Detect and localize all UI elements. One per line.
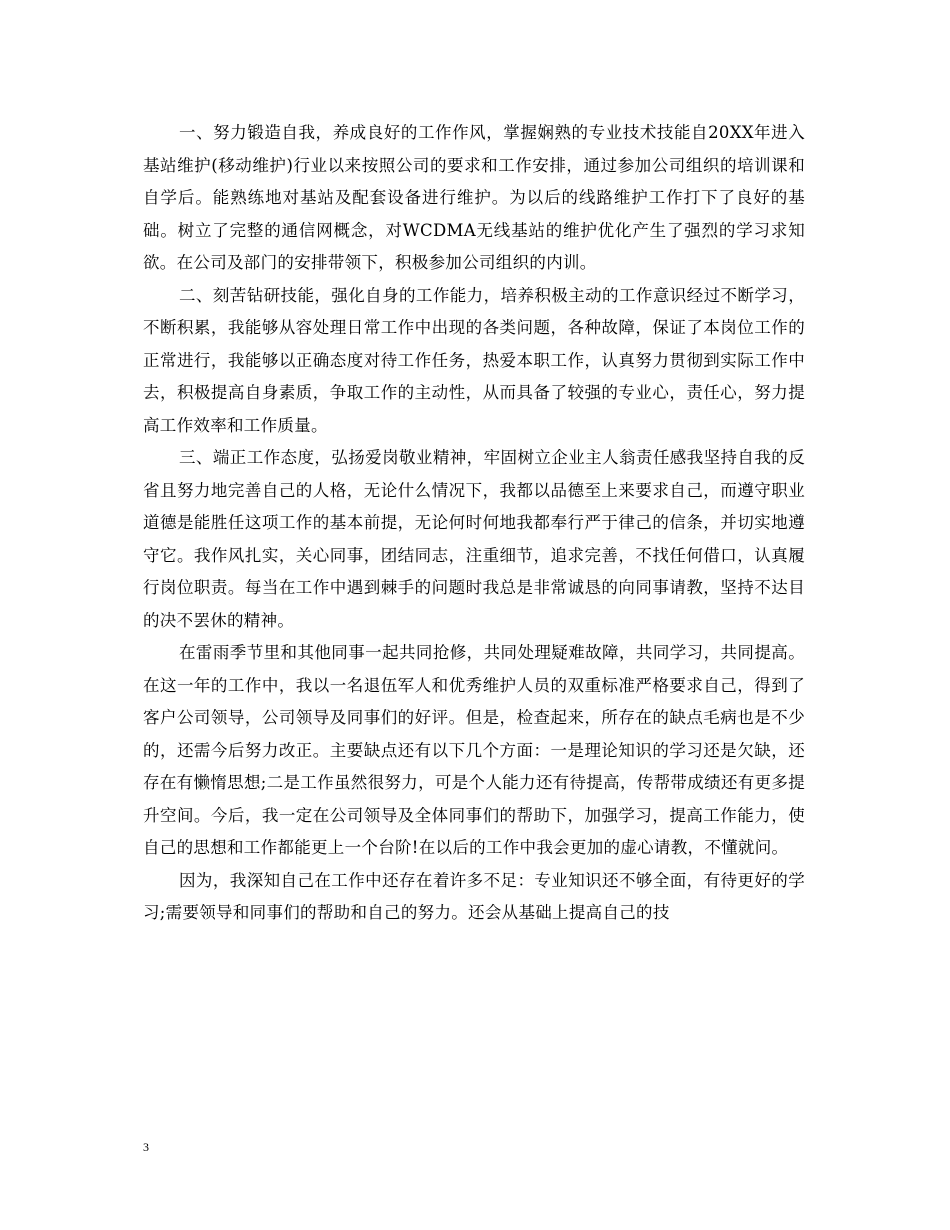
- paragraph-5: 因为，我深知自己在工作中还存在着许多不足：专业知识还不够全面，有待更好的学习;需要领导和同事们的帮助和自己的努力。还会从基础上提高自己的技: [143, 870, 805, 922]
- paragraph-4: 在雷雨季节里和其他同事一起共同抢修，共同处理疑难故障，共同学习，共同提高。在这一年的工作中，我以一名退伍军人和优秀维护人员的双重标准严格要求自己，得到了客户公司领导，公司领导及同事们的好评。但是，检查起来，所存在的缺点毛病也是不少的，还需今后努力改正。主要缺点还有以下几个方面：一是理论知识的学习还是欠缺，还存在有懒惰思想;二是工作虽然很努力，可是个人能力还有待提高，传帮带成绩还有更多提升空间。今后，我一定在公司领导及全体同事们的帮助下，加强学习，提高工作能力，使自己的思想和工作都能更上一个台阶!在以后的工作中我会更加的虚心请教，不懂就问。: [143, 643, 805, 857]
- paragraph-2: 二、刻苦钻研技能，强化自身的工作能力，培养积极主动的工作意识经过不断学习，不断积累，我能够从容处理日常工作中出现的各类问题，各种故障，保证了本岗位工作的正常进行，我能够以正确态度对待工作任务，热爱本职工作，认真努力贯彻到实际工作中去，积极提高自身素质，争取工作的主动性，从而具备了较强的专业心，责任心，努力提高工作效率和工作质量。: [143, 285, 805, 435]
- document-body: [143, 117, 805, 930]
- paragraph-1: 一、努力锻造自我，养成良好的工作作风，掌握娴熟的专业技术技能自20XX年进入基站维护(移动维护)行业以来按照公司的要求和工作安排，通过参加公司组织的培训课和自学后。能熟练地对基站及配套设备进行维护。为以后的线路维护工作打下了良好的基础。树立了完整的通信网概念，对WCDMA无线基站的维护优化产生了强烈的学习求知欲。在公司及部门的安排带领下，积极参加公司组织的内训。: [143, 123, 805, 272]
- page-number: 3: [143, 1140, 149, 1154]
- paragraph-3: 三、端正工作态度，弘扬爱岗敬业精神，牢固树立企业主人翁责任感我坚持自我的反省且努力地完善自己的人格，无论什么情况下，我都以品德至上来要求自己，而遵守职业道德是能胜任这项工作的基本前提，无论何时何地我都奉行严于律己的信条，并切实地遵守它。我作风扎实，关心同事，团结同志，注重细节，追求完善，不找任何借口，认真履行岗位职责。每当在工作中遇到棘手的问题时我总是非常诚恳的向同事请教，坚持不达目的决不罢休的精神。: [143, 448, 805, 630]
